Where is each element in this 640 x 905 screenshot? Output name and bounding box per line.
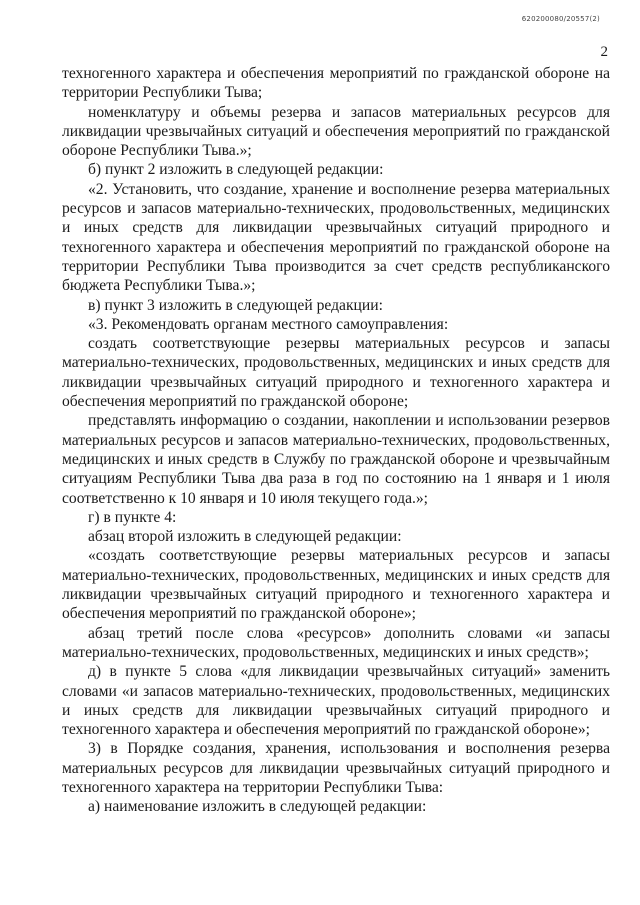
paragraph: создать соответствующие резервы материальных ресурсов и запасы материально-технических, продовольственных, медицинских и иных средств для ликвидации чрезвычайных ситуаций природного и техногенного характера и обеспечения мероприятий по гражданской обороне; bbox=[62, 335, 610, 411]
paragraph: абзац третий после слова «ресурсов» дополнить словами «и запасы материально-технических, продовольственных, медицинских и иных средств»; bbox=[62, 624, 610, 661]
paragraph: д) в пункте 5 слова «для ликвидации чрезвычайных ситуаций» заменить словами «и запасов материально-технических, продовольственных, медицинских и иных средств для ликвидации чрезвычайных ситуаций природного и техногенного характера и обеспечения мероприятий по гражданской обороне»; bbox=[62, 663, 610, 739]
paragraph: г) в пункте 4: bbox=[88, 508, 177, 526]
paragraph: техногенного характера и обеспечения мероприятий по гражданской обороне на территории Республики Тыва; bbox=[62, 65, 610, 102]
paragraph: представлять информацию о создании, накоплении и использовании резервов материальных ресурсов и запасов материально-технических, продовольственных, медицинских и иных средств в Службу по гражданской обороне и чрезвычайным ситуациям Республики Тыва два раза в год по состоянию на 1 января и 1 июля соответственно к 10 января и 10 июля текущего года.»; bbox=[62, 412, 610, 507]
document-body bbox=[62, 64, 610, 817]
paragraph: в) пункт 3 изложить в следующей редакции: bbox=[88, 296, 383, 314]
paragraph: «2. Установить, что создание, хранение и восполнение резерва материальных ресурсов и запасов материально-технических, продовольственных, медицинских и иных средств для ликвидации чрезвычайных ситуаций природного и техногенного характера и обеспечения мероприятий по гражданской обороне на территории Республики Тыва производится за счет средств республиканского бюджета Республики Тыва.»; bbox=[62, 180, 610, 295]
paragraph: «3. Рекомендовать органам местного самоуправления: bbox=[88, 315, 449, 333]
paragraph: абзац второй изложить в следующей редакции: bbox=[88, 528, 402, 546]
paragraph: «создать соответствующие резервы материальных ресурсов и запасы материально-технических, продовольственных, медицинских и иных средств для ликвидации чрезвычайных ситуаций природного и техногенного характера и обеспечения мероприятий по гражданской обороне»; bbox=[62, 547, 610, 623]
paragraph: а) наименование изложить в следующей редакции: bbox=[88, 798, 427, 816]
page-number: 2 bbox=[600, 44, 608, 60]
paragraph: б) пункт 2 изложить в следующей редакции: bbox=[88, 161, 384, 179]
document-id: 620200080/20557(2) bbox=[521, 15, 600, 23]
paragraph: 3) в Порядке создания, хранения, использования и восполнения резерва материальных ресурсов для ликвидации чрезвычайных ситуаций природного и техногенного характера на территории Республики Тыва: bbox=[62, 740, 610, 796]
paragraph: номенклатуру и объемы резерва и запасов материальных ресурсов для ликвидации чрезвычайных ситуаций и обеспечения мероприятий по гражданской обороне Республики Тыва.»; bbox=[62, 103, 610, 160]
